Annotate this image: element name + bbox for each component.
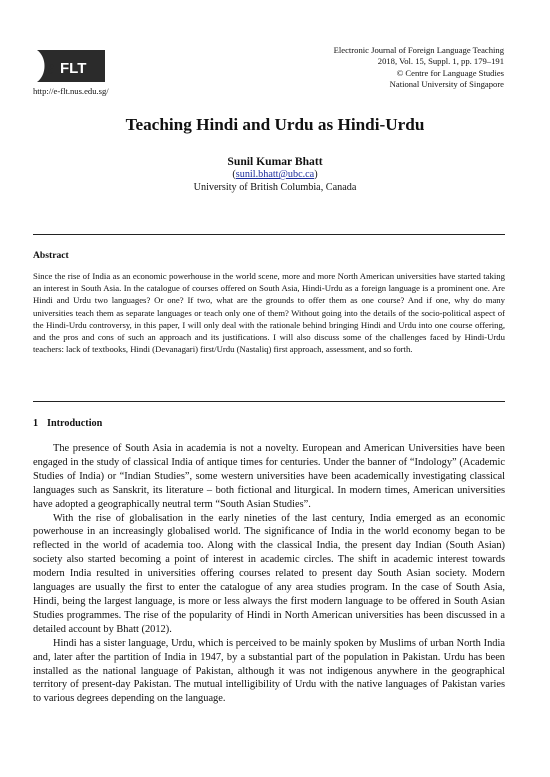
section-number: 1 xyxy=(33,418,39,429)
svg-text:FLT: FLT xyxy=(60,60,87,77)
section-heading xyxy=(33,418,102,429)
top-divider xyxy=(33,234,505,235)
abstract-heading: Abstract xyxy=(33,250,69,261)
journal-publisher: National University of Singapore xyxy=(389,79,504,90)
author-email: (sunil.bhatt@ubc.ca) xyxy=(232,169,318,180)
journal-issue: 2018, Vol. 15, Suppl. 1, pp. 179–191 xyxy=(377,56,504,67)
svg-text:e: e xyxy=(45,57,54,79)
journal-copyright: © Centre for Language Studies xyxy=(396,67,504,78)
paper-title: Teaching Hindi and Urdu as Hindi-Urdu xyxy=(125,115,425,134)
journal-name: Electronic Journal of Foreign Language Teaching xyxy=(333,45,504,55)
paragraph: The presence of South Asia in academia is not a novelty. European and American Universities have been engaged in the study of classical India of antique times for centuries. Under the banner of “Indology” (Academic Studies of India) or “Indian Studies”, some western universities have been academically investigating classical languages such as Sanskrit, its literature – both fictional and liturgical. In modern times, American universities have adopted a geographically neutral term “South Asian Studies”. xyxy=(33,443,505,510)
abstract-divider xyxy=(33,401,505,402)
eflt-logo xyxy=(33,48,109,84)
abstract-text: Since the rise of India as an economic powerhouse in the world scene, more and more North American universities have started taking an interest in South Asia. In the catalogue of courses offered on South Asia, Hindi-Urdu as a foreign language is a prominent one. Are Hindi and Urdu two languages? Or one? If two, what are the grounds to offer them as one course? And if one, why do many universities teach them as separate languages or teach only one of them? Without going into the details of the socio-political aspect of the Hindi-Urdu controversy, in this paper, I will only deal with the rationale behind bringing Hindi and Urdu into one course offering, and the pros and cons of such an approach and its justifications. I will also discuss some of the challenges faced by Hindi-Urdu teachers: lack of textbooks, Hindi (Devanagari) first/Urdu (Nastaliq) first approach, assessment, and so forth. xyxy=(33,271,505,355)
section-body xyxy=(33,442,505,706)
author-affiliation: University of British Columbia, Canada xyxy=(193,182,357,193)
paragraph: Hindi has a sister language, Urdu, which is perceived to be mainly spoken by Muslims of urban North India and, later after the partition of India in 1947, by a substantial part of the population in Pakistan. Urdu has been installed as the national language of Pakistan, although it was not indigenous anywhere in the geographical territory of present-day Pakistan. The mutual intelligibility of Urdu with the native languages of Pakistan varies to various degrees depending on the language. xyxy=(33,637,505,705)
paragraph: With the rise of globalisation in the early nineties of the last century, India emerged as an economic powerhouse in an increasingly globalised world. The significance of India in the world economy began to be reflected in the world of academia too. Along with the classical India, the present day Indian (South Asian) society also started becoming a point of interest in academic circles. The shift in academic interest towards modern India resulted in universities offering courses related to present day South Asian society. Modern languages are usually the first to enter the catalogue of any area studies program. In the case of South Asia, Hindi, being the largest language, is more or less always the first modern language to be offered in South Asian Studies programmes. The rise of the popularity of Hindi in North American universities has been discussed in a detailed account by Bhatt (2012). xyxy=(33,512,505,635)
journal-info xyxy=(244,45,504,91)
journal-url[interactable]: http://e-flt.nus.edu.sg/ xyxy=(33,86,109,96)
section-title: Introduction xyxy=(47,418,103,429)
author-name: Sunil Kumar Bhatt xyxy=(227,155,323,168)
author-email-link[interactable]: sunil.bhatt@ubc.ca xyxy=(235,169,315,180)
